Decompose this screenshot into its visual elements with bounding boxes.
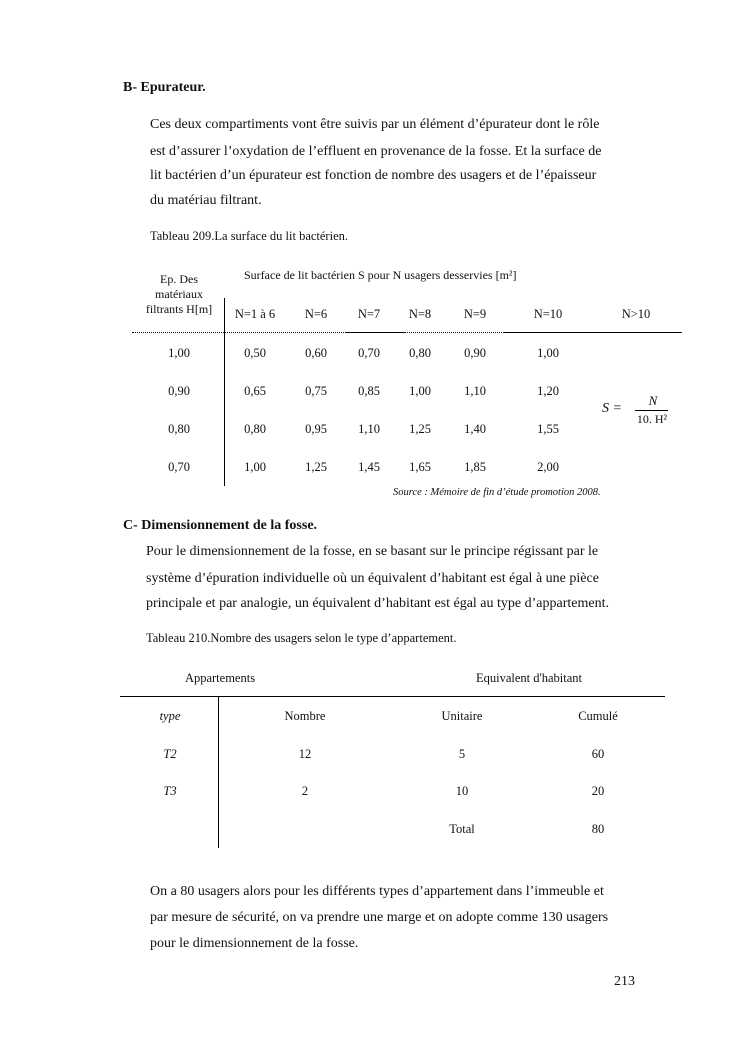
table-210-cell: 5 [458,747,466,761]
table-209-cell: 1,10 [358,422,380,436]
formula-lhs: S = [602,401,622,416]
table-209-cell: 0,85 [358,384,380,398]
section-c-paragraph-line-3: principale et par analogie, un équivalent d’habitant est égal au type d’appartement. [146,596,609,611]
table-210-caption: Tableau 210.Nombre des usagers selon le type d’appartement. [146,631,457,645]
table-209-cell: 0,95 [305,422,327,436]
table-209-cell-h: 1,00 [168,346,190,360]
table-209-col-header: N=6 [304,307,328,321]
closing-paragraph-line-1: On a 80 usagers alors pour les différents types d’appartement dans l’immeuble et [150,884,604,899]
table-209-cell: 1,25 [409,422,431,436]
table-209-cell: 1,00 [244,460,266,474]
table-209-cell: 0,50 [244,346,266,360]
table-210-cell: 60 [591,747,605,761]
formula-fraction-bar [635,410,668,411]
table-210-cell: 20 [591,784,605,798]
table-210-vertical-rule [218,696,219,848]
table-209-rule [504,332,682,333]
closing-paragraph-line-3: pour le dimensionnement de la fosse. [150,936,359,951]
section-c-heading: C- Dimensionnement de la fosse. [123,518,318,533]
table-209-cell: 1,45 [358,460,380,474]
table-209-cell: 1,10 [464,384,486,398]
table-209-cell: 1,55 [537,422,559,436]
page-number: 213 [614,974,635,989]
table-209-dotted-rule [132,332,224,333]
table-209-cell: 1,25 [305,460,327,474]
table-209-col-header: N=1 à 6 [234,307,276,321]
table-209-vertical-rule [224,298,225,486]
table-210-total-value: 80 [591,822,605,836]
section-b-paragraph-line-4: du matériau filtrant. [150,193,262,208]
table-209-caption: Tableau 209.La surface du lit bactérien. [150,229,348,243]
table-209-col-header: N=7 [357,307,381,321]
table-209-cell: 0,90 [464,346,486,360]
table-210-rule [120,696,665,697]
table-209-cell: 2,00 [537,460,559,474]
table-210-group-left: Appartements [184,671,256,685]
table-209-cell: 0,60 [305,346,327,360]
table-210-cell: 2 [301,784,309,798]
table-210-cell: 12 [298,747,312,761]
table-210-cell-type: T2 [163,747,177,761]
table-209-cell: 0,70 [358,346,380,360]
table-210-cell-type: T3 [163,784,177,798]
table-209-cell: 0,65 [244,384,266,398]
table-209-cell: 1,65 [409,460,431,474]
table-209-cell: 0,75 [305,384,327,398]
table-209-dotted-rule [404,332,504,333]
table-209-col0-header: Ep. Des matériaux filtrants H[m] [145,272,213,316]
section-b-paragraph-line-1: Ces deux compartiments vont être suivis par un élément d’épurateur dont le rôle [150,117,600,132]
formula-denominator: 10. H² [636,412,668,426]
table-209-cell: 0,80 [244,422,266,436]
table-209-cell: 1,20 [537,384,559,398]
table-209-cell-h: 0,70 [168,460,190,474]
table-209-cell: 1,00 [537,346,559,360]
table-209-cell-h: 0,90 [168,384,190,398]
table-209-col-header: N=8 [408,307,432,321]
section-b-heading: B- Epurateur. [123,80,206,95]
table-209-cell: 1,40 [464,422,486,436]
table-209-group-header: Surface de lit bactérien S pour N usagers desservies [m²] [244,268,517,282]
table-209-dotted-rule [224,332,346,333]
table-210-total-label: Total [449,822,475,836]
table-210-header-nombre: Nombre [284,709,326,723]
formula-numerator: N [648,393,658,408]
section-b-paragraph-line-3: lit bactérien d’un épurateur est fonction de nombre des usagers et de l’épaisseur [150,168,597,183]
section-c-paragraph-line-1: Pour le dimensionnement de la fosse, en se basant sur le principe régissant par le [146,544,599,559]
table-210-header-type: type [159,709,181,723]
table-210-group-right: Equivalent d'habitant [475,671,583,685]
table-209-cell: 1,85 [464,460,486,474]
table-210-header-unitaire: Unitaire [441,709,483,723]
section-b-paragraph-line-2: est d’assurer l’oxydation de l’effluent en provenance de la fosse. Et la surface de [150,144,602,159]
table-209-source: Source : Mémoire de fin d’étude promotion 2008. [393,487,601,498]
table-209-col-header: N=9 [463,307,487,321]
table-209-col-header: N=10 [533,307,563,321]
section-c-paragraph-line-2: système d’épuration individuelle où un équivalent d’habitant est égal à une pièce [146,571,599,586]
closing-paragraph-line-2: par mesure de sécurité, on va prendre une marge et on adopte comme 130 usagers [150,910,609,925]
table-209-col-header: N>10 [621,307,651,321]
table-209-cell: 1,00 [409,384,431,398]
table-210-cell: 10 [455,784,469,798]
table-209-cell-h: 0,80 [168,422,190,436]
table-209-cell: 0,80 [409,346,431,360]
table-209-rule [346,332,404,333]
table-210-header-cumule: Cumulé [578,709,618,723]
